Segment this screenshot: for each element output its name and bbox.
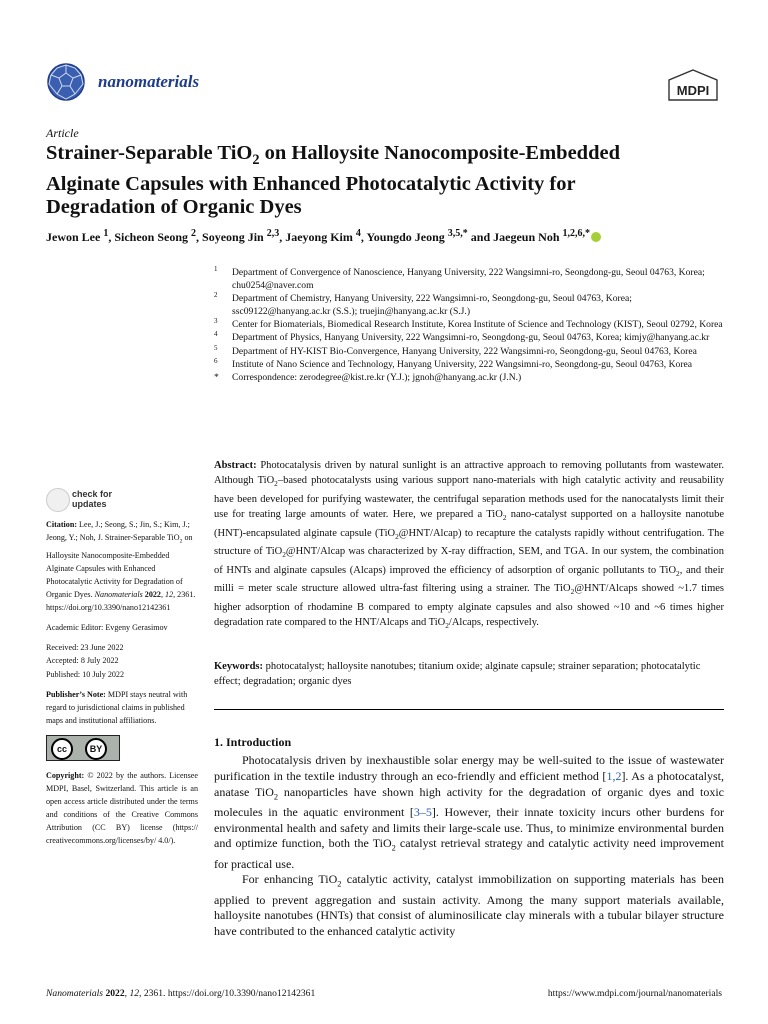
author: Jaegeun Noh bbox=[493, 230, 560, 244]
mdpi-logo bbox=[665, 68, 721, 104]
orcid-icon[interactable] bbox=[591, 232, 601, 242]
author: Soyeong Jin bbox=[202, 230, 264, 244]
affiliation: 2 Department of Chemistry, Hanyang University, 222 Wangsimni-ro, Seongdong-gu, Seoul 04763, Korea; ssc09122@hanyang.ac.kr (S.S.); truejin@hanyang.ac.kr (S.J.) bbox=[214, 291, 632, 318]
affiliation: 4 Department of Physics, Hanyang University, 222 Wangsimni-ro, Seongdong-gu, Seoul 04763, Korea; kimjy@hanyang.ac.kr bbox=[214, 330, 710, 344]
correspondence: * Correspondence: zerodegree@kist.re.kr (Y.J.); jgnoh@hanyang.ac.kr (J.N.) bbox=[214, 371, 522, 383]
received-date: Received: 23 June 2022 bbox=[46, 643, 124, 653]
author: Youngdo Jeong bbox=[366, 230, 445, 244]
author: Sicheon Seong bbox=[114, 230, 189, 244]
academic-editor: Academic Editor: Evgeny Gerasimov bbox=[46, 623, 168, 633]
footer-citation: Nanomaterials 2022, 12, 2361. https://doi.org/10.3390/nano12142361 bbox=[46, 988, 316, 999]
published-date: Published: 10 July 2022 bbox=[46, 669, 125, 679]
introduction-text bbox=[214, 753, 724, 940]
copyright-notice: Copyright: © 2022 by the authors. Licensee MDPI, Basel, Switzerland. This article is an open access article distributed under the terms and conditions of the Creative Commons Attribution (CC BY) license (https:// creativecommons.org/licenses/by/ 4.0/). bbox=[46, 770, 198, 846]
paper-title: Strainer-Separable TiO$_2$ on Halloysite Nanocomposite-Embedded Alginate Capsules with Enhanced Photocatalytic Activity for Degradation of Organic Dyes bbox=[46, 142, 620, 219]
affiliation: 1 Department of Convergence of Nanoscience, Hanyang University, 222 Wangsimni-ro, Seongdong-gu, Seoul 04763, Korea; chu0254@naver.com bbox=[214, 265, 705, 292]
publisher-note: Publisher’s Note: MDPI stays neutral with regard to jurisdictional claims in published maps and institutional affiliations. bbox=[46, 689, 188, 725]
citation-link[interactable]: 1,2 bbox=[606, 768, 622, 783]
affiliation: 5 Department of HY-KIST Bio-Convergence, Hanyang University, 222 Wangsimni-ro, Seongdong-gu, Seoul 04763, Korea bbox=[214, 343, 697, 357]
attribution-icon: BY bbox=[85, 738, 107, 760]
publisher-name: MDPI bbox=[676, 83, 710, 98]
footer-journal-url[interactable]: https://www.mdpi.com/journal/nanomaterials bbox=[547, 988, 722, 999]
paragraph: For enhancing TiO$_2$ catalytic activity, catalyst immobilization on supporting materials has been applied to prevent aggregation and sustain activity. Among the many support materials available, halloysite nanotubes (HNTs) that consist of aluminosilicate clay minerals with a tubular bilayer structure have contributed to the enhanced catalytic activity bbox=[214, 872, 724, 939]
keywords: Keywords: photocatalyst; halloysite nanotubes; titanium oxide; alginate capsule; strainer separation; photocatalytic effect; degradation; organic dyes bbox=[214, 661, 701, 688]
paragraph: Photocatalysis driven by inexhaustible solar energy may be well-suited to the issue of wastewater purification in the textile industry through an eco-friendly and efficient method [1,2]. As a photocatalyst, anatase TiO$_2$ nanoparticles have shown high activity for the degradation of organic dyes and toxic molecules in the aquatic environment [3–5]. However, their innate toxicity incurs other burdens for environmental health and safety and limits their large-scale use. Thus, to minimize environmental burden and optimize function, both the TiO$_2$ catalyst retrieval strategy and catalytic activity need improvement for practical use. bbox=[214, 753, 725, 871]
journal-name: nanomaterials bbox=[98, 72, 200, 91]
divider bbox=[214, 709, 724, 710]
author: Jewon Lee bbox=[46, 230, 101, 244]
creative-commons-icon: cc bbox=[51, 738, 73, 760]
accepted-date: Accepted: 8 July 2022 bbox=[46, 656, 119, 666]
citation-link[interactable]: 3–5 bbox=[413, 804, 432, 819]
sidebar bbox=[46, 518, 198, 854]
abstract: Abstract: Photocatalysis driven by natural sunlight is an attractive approach to removing pollutants from wastewater. Although TiO$_2$–based photocatalysts using various support nano-materials with high catalytic activity and reusability have been developed for purifying wastewater, the centrifugal separation methods used for the nanocatalysts limit their use for treating large amounts of water. Here, we prepared a TiO$_2$ nano-catalyst supported on a halloysite nanotube (HNT)-encapsulated alginate capsule (TiO$_2$@HNT/Alcap) to recapture the catalysts rapidly without centrifugation. The structure of TiO$_2$@HNT/Alcap was characterized by X-ray diffraction, SEM, and TGA. In our system, the combination of HNTs and alginate capsules (Alcaps) improved the efficiency of adsorption of organic pollutants to TiO$_2$, and their milli = meter scale structure allowed ultra-fast filtering using a strainer. The TiO$_2$@HNT/Alcaps showed ~1.7 times higher adsorption of rhodamine B compared to empty alginate capsules and also showed ~10 and ~6 times higher degradation rate compared to the HNT/Alcaps and TiO$_2$/Alcaps, respectively. bbox=[214, 460, 724, 631]
author-list: Jewon Lee $^1$, Sicheon Seong $^2$, Soyeong Jin $^{2,3}$, Jaeyong Kim $^4$, Youngdo Jeong $^{3,5,*}$ and Jaegeun Noh $^{1,2,6,*}$ bbox=[46, 228, 736, 245]
affiliation: 6 Institute of Nano Science and Technology, Hanyang University, 222 Wangsimni-ro, Seongdong-gu, Seoul 04763, Korea bbox=[214, 356, 693, 370]
section-heading: 1. Introduction bbox=[214, 735, 292, 749]
author: Jaeyong Kim bbox=[285, 230, 353, 244]
article-type: Article bbox=[46, 126, 79, 140]
check-updates-icon bbox=[46, 488, 70, 512]
citation-block: Citation: Lee, J.; Seong, S.; Jin, S.; Kim, J.; Jeong, Y.; Noh, J. Strainer-Separable TiO$_2$ on Halloysite Nanocomposite-Embedded Alginate Capsules with Enhanced Photocatalytic Activity for Degradation of Organic Dyes. Nanomaterials 2022, 12, 2361. https://doi.org/10.3390/nano12142361 bbox=[46, 520, 196, 613]
affiliations bbox=[214, 266, 724, 384]
affiliation: 3 Center for Biomaterials, Biomedical Research Institute, Korea Institute of Science and Technology (KIST), Seoul 02792, Korea bbox=[214, 317, 723, 331]
fullerene-icon bbox=[46, 62, 86, 102]
check-for-updates-button[interactable]: check for updates bbox=[46, 487, 166, 515]
cc-by-license-badge[interactable] bbox=[46, 735, 120, 761]
